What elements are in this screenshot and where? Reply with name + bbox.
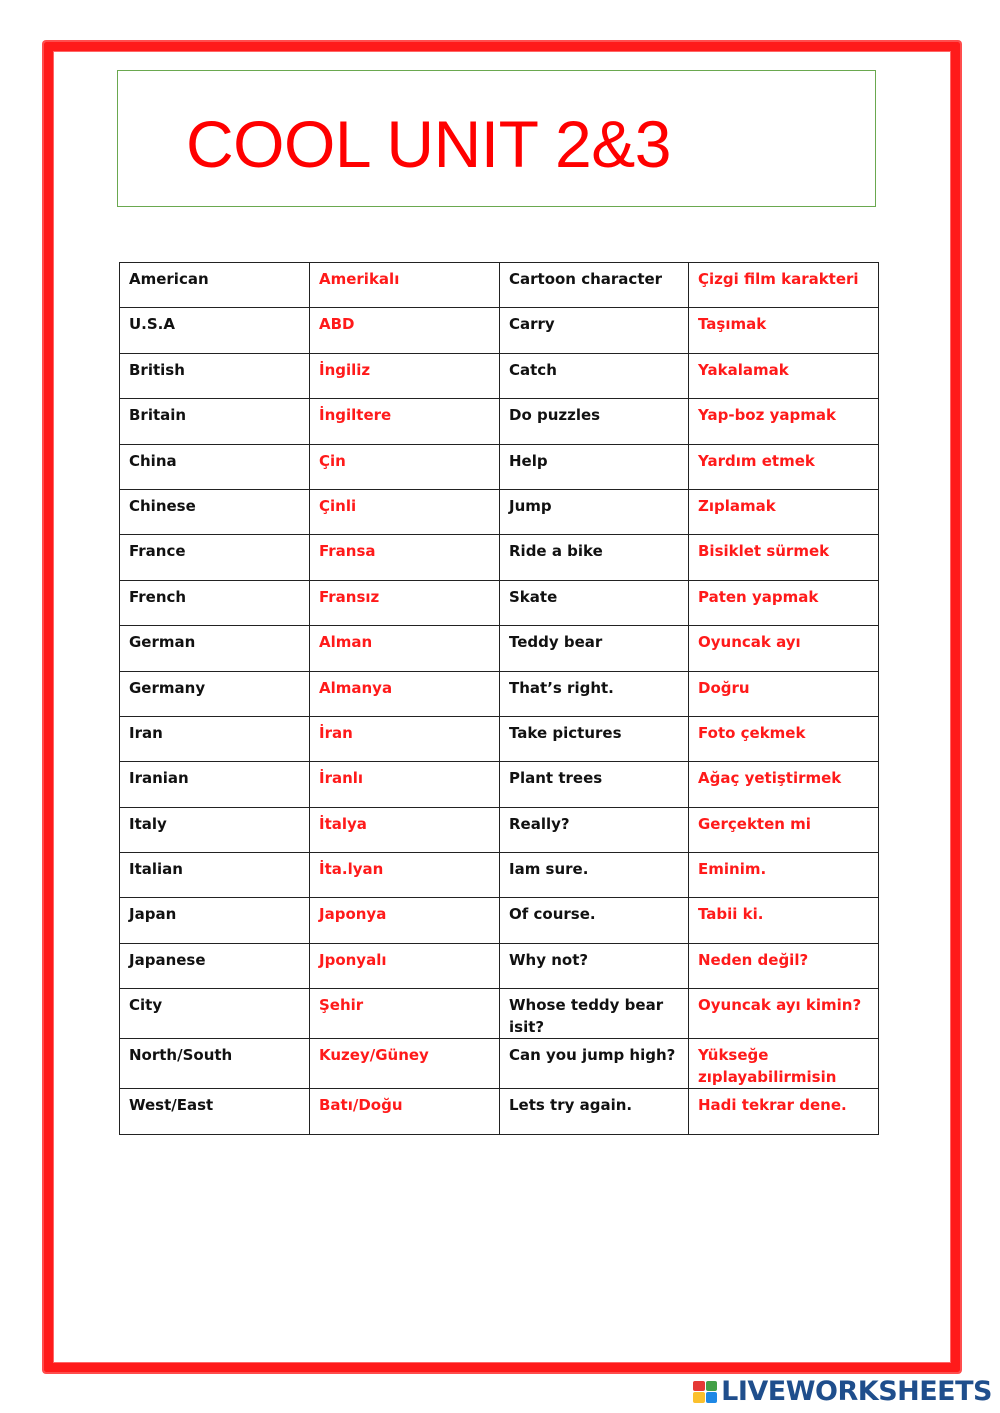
table-row <box>120 716 879 761</box>
english-word-cell: French <box>120 580 310 625</box>
table-row <box>120 580 879 625</box>
english-phrase-cell: That’s right. <box>500 671 689 716</box>
turkish-phrase-cell: Gerçekten mi <box>689 807 879 852</box>
english-word-cell: North/South <box>120 1039 310 1089</box>
english-word-cell: Italy <box>120 807 310 852</box>
english-word-cell: Chinese <box>120 489 310 534</box>
turkish-phrase-cell: Neden değil? <box>689 943 879 988</box>
table-row <box>120 671 879 716</box>
turkish-word-cell: İngiliz <box>310 353 500 398</box>
page-title: COOL UNIT 2&3 <box>186 107 671 181</box>
english-phrase-cell: Can you jump high? <box>500 1039 689 1089</box>
table-row <box>120 898 879 943</box>
turkish-word-cell: İngiltere <box>310 399 500 444</box>
turkish-phrase-cell: Taşımak <box>689 308 879 353</box>
english-phrase-cell: Whose teddy bear isit? <box>500 989 689 1039</box>
turkish-word-cell: Batı/Doğu <box>310 1089 500 1134</box>
table-row <box>120 1089 879 1134</box>
turkish-word-cell: Fransız <box>310 580 500 625</box>
english-phrase-cell: Jump <box>500 489 689 534</box>
turkish-phrase-cell: Oyuncak ayı kimin? <box>689 989 879 1039</box>
turkish-phrase-cell: Çizgi film karakteri <box>689 263 879 308</box>
table-row <box>120 762 879 807</box>
english-word-cell: German <box>120 626 310 671</box>
turkish-word-cell: İran <box>310 716 500 761</box>
turkish-word-cell: Jponyalı <box>310 943 500 988</box>
english-phrase-cell: Take pictures <box>500 716 689 761</box>
liveworksheets-logo-icon <box>693 1381 717 1403</box>
english-word-cell: Japanese <box>120 943 310 988</box>
english-word-cell: City <box>120 989 310 1039</box>
logo-square-3 <box>693 1392 705 1403</box>
liveworksheets-logo <box>693 1376 992 1407</box>
english-word-cell: Iranian <box>120 762 310 807</box>
logo-square-1 <box>693 1381 705 1392</box>
table-row <box>120 308 879 353</box>
english-phrase-cell: Cartoon character <box>500 263 689 308</box>
english-phrase-cell: Lets try again. <box>500 1089 689 1134</box>
english-phrase-cell: Really? <box>500 807 689 852</box>
english-phrase-cell: Why not? <box>500 943 689 988</box>
turkish-word-cell: Kuzey/Güney <box>310 1039 500 1089</box>
turkish-word-cell: İranlı <box>310 762 500 807</box>
english-phrase-cell: Plant trees <box>500 762 689 807</box>
table-row <box>120 489 879 534</box>
table-row <box>120 535 879 580</box>
table-row <box>120 353 879 398</box>
table-row <box>120 807 879 852</box>
turkish-word-cell: Şehir <box>310 989 500 1039</box>
turkish-phrase-cell: Hadi tekrar dene. <box>689 1089 879 1134</box>
english-phrase-cell: Iam sure. <box>500 853 689 898</box>
english-word-cell: American <box>120 263 310 308</box>
english-phrase-cell: Catch <box>500 353 689 398</box>
english-word-cell: West/East <box>120 1089 310 1134</box>
english-phrase-cell: Carry <box>500 308 689 353</box>
turkish-phrase-cell: Ağaç yetiştirmek <box>689 762 879 807</box>
english-phrase-cell: Skate <box>500 580 689 625</box>
vocabulary-table-body <box>120 263 879 1135</box>
turkish-word-cell: Fransa <box>310 535 500 580</box>
english-word-cell: Iran <box>120 716 310 761</box>
turkish-word-cell: Japonya <box>310 898 500 943</box>
turkish-word-cell: Almanya <box>310 671 500 716</box>
turkish-phrase-cell: Zıplamak <box>689 489 879 534</box>
table-row <box>120 626 879 671</box>
english-phrase-cell: Ride a bike <box>500 535 689 580</box>
english-word-cell: British <box>120 353 310 398</box>
english-phrase-cell: Teddy bear <box>500 626 689 671</box>
turkish-word-cell: ABD <box>310 308 500 353</box>
english-phrase-cell: Help <box>500 444 689 489</box>
turkish-phrase-cell: Yardım etmek <box>689 444 879 489</box>
table-row <box>120 399 879 444</box>
logo-square-4 <box>706 1392 718 1403</box>
english-word-cell: France <box>120 535 310 580</box>
table-row <box>120 853 879 898</box>
turkish-word-cell: Amerikalı <box>310 263 500 308</box>
turkish-phrase-cell: Yakalamak <box>689 353 879 398</box>
logo-text: LIVEWORKSHEETS <box>721 1376 992 1407</box>
turkish-phrase-cell: Eminim. <box>689 853 879 898</box>
vocabulary-table <box>119 262 879 1135</box>
turkish-word-cell: İta.lyan <box>310 853 500 898</box>
turkish-phrase-cell: Yükseğe zıplayabilirmisin <box>689 1039 879 1089</box>
turkish-phrase-cell: Tabii ki. <box>689 898 879 943</box>
title-box <box>117 70 876 207</box>
table-row <box>120 943 879 988</box>
turkish-phrase-cell: Paten yapmak <box>689 580 879 625</box>
turkish-phrase-cell: Oyuncak ayı <box>689 626 879 671</box>
table-row <box>120 444 879 489</box>
turkish-word-cell: Çinli <box>310 489 500 534</box>
table-row <box>120 263 879 308</box>
table-row <box>120 989 879 1039</box>
english-phrase-cell: Do puzzles <box>500 399 689 444</box>
turkish-phrase-cell: Bisiklet sürmek <box>689 535 879 580</box>
turkish-phrase-cell: Yap-boz yapmak <box>689 399 879 444</box>
turkish-word-cell: Çin <box>310 444 500 489</box>
turkish-phrase-cell: Foto çekmek <box>689 716 879 761</box>
english-phrase-cell: Of course. <box>500 898 689 943</box>
table-row <box>120 1039 879 1089</box>
english-word-cell: Germany <box>120 671 310 716</box>
turkish-phrase-cell: Doğru <box>689 671 879 716</box>
english-word-cell: China <box>120 444 310 489</box>
english-word-cell: Britain <box>120 399 310 444</box>
english-word-cell: U.S.A <box>120 308 310 353</box>
turkish-word-cell: Alman <box>310 626 500 671</box>
english-word-cell: Italian <box>120 853 310 898</box>
logo-square-2 <box>706 1381 718 1392</box>
turkish-word-cell: İtalya <box>310 807 500 852</box>
english-word-cell: Japan <box>120 898 310 943</box>
